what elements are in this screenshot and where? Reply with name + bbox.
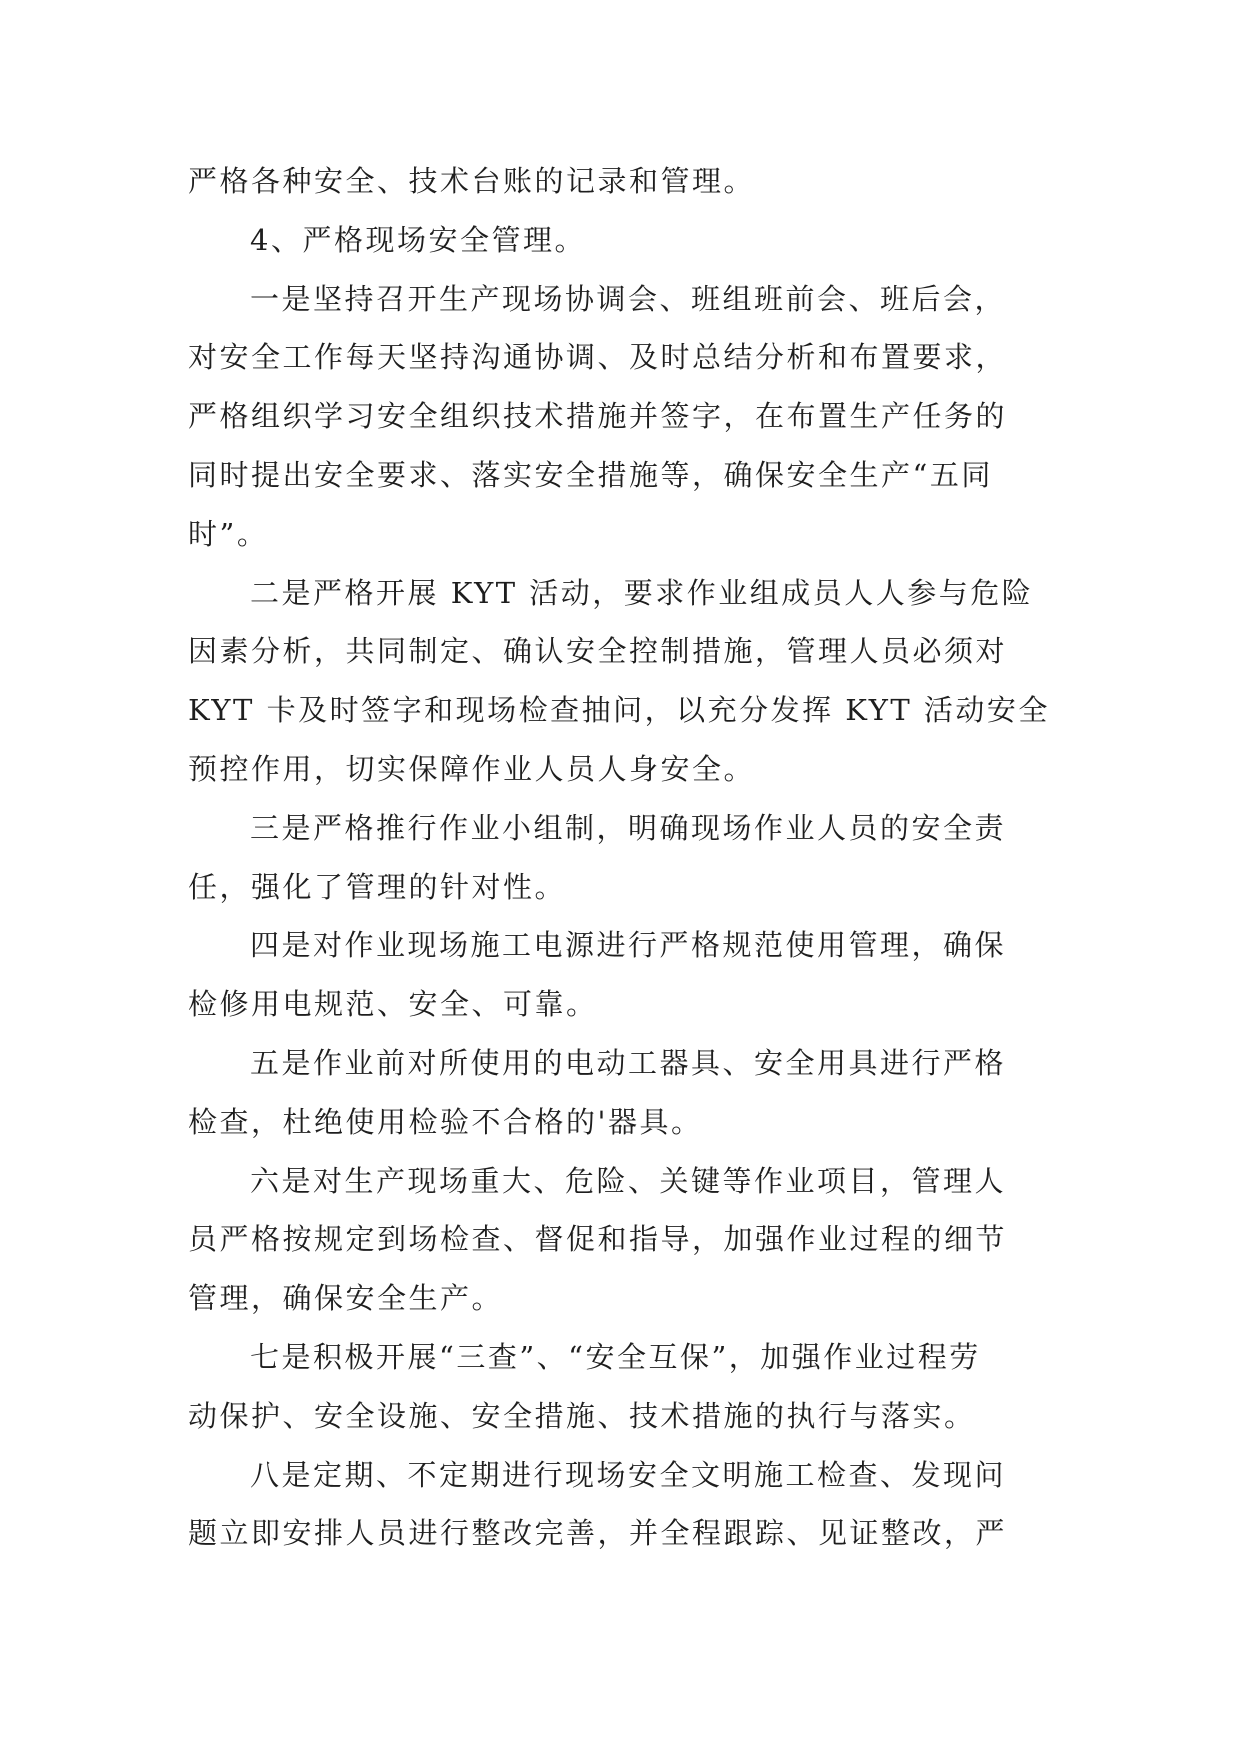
text-line: 管理，确保安全生产。 <box>188 1281 504 1316</box>
text-line: 二是严格开展 KYT 活动，要求作业组成员人人参与危险 <box>250 575 1034 610</box>
text-line: 八是定期、不定期进行现场安全文明施工检查、发现问 <box>250 1457 1007 1492</box>
text-line: 七是积极开展“三查”、“安全互保”，加强作业过程劳 <box>250 1339 981 1374</box>
text-line: 动保护、安全设施、安全措施、技术措施的执行与落实。 <box>188 1398 976 1433</box>
text-line: 同时提出安全要求、落实安全措施等，确保安全生产“五同 <box>188 457 993 492</box>
text-line: 检修用电规范、安全、可靠。 <box>188 987 598 1022</box>
text-line: 六是对生产现场重大、危险、关键等作业项目，管理人 <box>250 1163 1007 1198</box>
text-line: 五是作业前对所使用的电动工器具、安全用具进行严格 <box>250 1045 1007 1080</box>
text-line: 三是严格推行作业小组制，明确现场作业人员的安全责 <box>250 810 1007 845</box>
body-text <box>188 152 1048 1563</box>
text-line: 一是坚持召开生产现场协调会、班组班前会、班后会， <box>250 281 1007 316</box>
text-line: 因素分析，共同制定、确认安全控制措施，管理人员必须对 <box>188 634 1008 669</box>
text-line: KYT 卡及时签字和现场检查抽问，以充分发挥 KYT 活动安全 <box>188 693 1050 728</box>
text-line: 时”。 <box>188 516 269 551</box>
text-line: 严格组织学习安全组织技术措施并签字，在布置生产任务的 <box>188 399 1008 434</box>
text-line: 题立即安排人员进行整改完善，并全程跟踪、见证整改，严 <box>188 1516 1008 1551</box>
text-line: 严格各种安全、技术台账的记录和管理。 <box>188 164 756 198</box>
text-line: 四是对作业现场施工电源进行严格规范使用管理，确保 <box>250 928 1007 963</box>
text-line: 预控作用，切实保障作业人员人身安全。 <box>188 751 756 786</box>
text-line: 任，强化了管理的针对性。 <box>188 869 567 904</box>
text-line: 检查，杜绝使用检验不合格的'器具。 <box>188 1104 703 1139</box>
text-line: 员严格按规定到场检查、督促和指导，加强作业过程的细节 <box>188 1222 1008 1257</box>
section-heading: 4、严格现场安全管理。 <box>250 222 586 257</box>
text-line: 对安全工作每天坚持沟通协调、及时总结分析和布置要求， <box>188 340 1008 375</box>
